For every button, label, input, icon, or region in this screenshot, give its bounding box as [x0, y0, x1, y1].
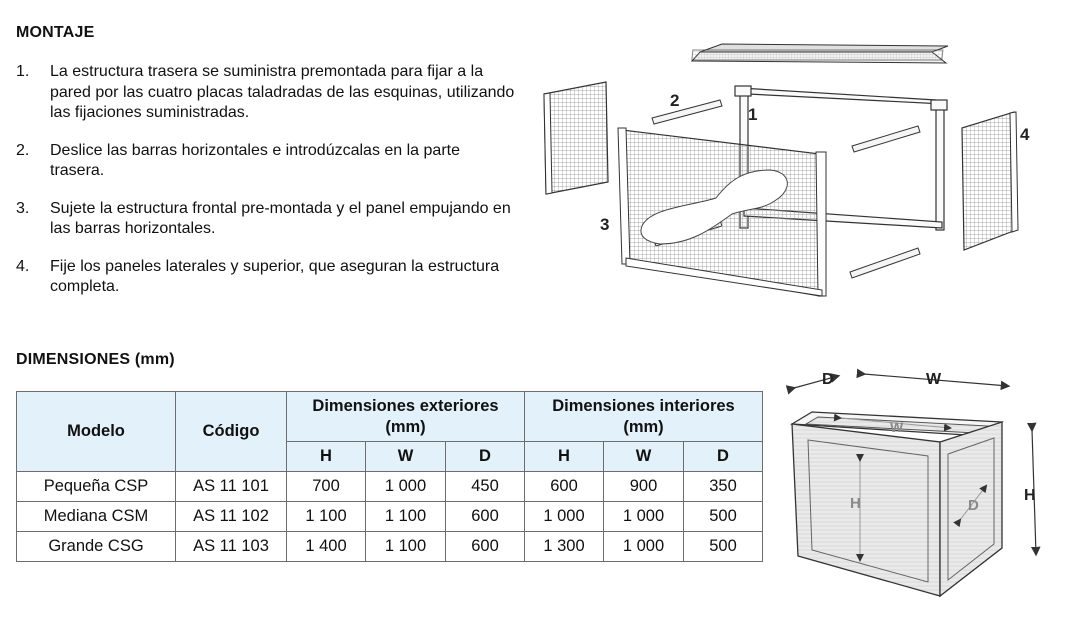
- cell-ext-h: 1 100: [287, 502, 366, 532]
- assembly-step: [16, 62, 516, 124]
- step-number: 4.: [16, 257, 30, 275]
- header-int-d: D: [684, 442, 763, 472]
- header-exteriores: Dimensiones exteriores (mm): [287, 392, 525, 442]
- header-ext-d: D: [446, 442, 525, 472]
- cell-modelo: Mediana CSM: [17, 502, 176, 532]
- inner-label-d: D: [968, 497, 979, 514]
- cell-ext-w: 1 100: [366, 502, 446, 532]
- assembly-step: [16, 199, 516, 240]
- cell-int-h: 1 000: [525, 502, 604, 532]
- cell-codigo: AS 11 103: [176, 532, 287, 562]
- assembly-step: [16, 141, 516, 182]
- cabinet-dimensions-diagram: [780, 360, 1070, 605]
- cell-int-w: 1 000: [604, 532, 684, 562]
- step-number: 1.: [16, 63, 30, 80]
- dimensiones-heading: DIMENSIONES (mm): [16, 351, 175, 368]
- header-ext-h: H: [287, 442, 366, 472]
- cell-int-d: 500: [684, 532, 763, 562]
- cell-int-h: 1 300: [525, 532, 604, 562]
- cell-ext-h: 1 400: [287, 532, 366, 562]
- dim-label-w: W: [926, 371, 942, 388]
- header-codigo: Código: [176, 392, 287, 472]
- front-frame: [618, 128, 826, 296]
- callout-2: 2: [670, 91, 680, 110]
- montaje-heading: MONTAJE: [16, 24, 95, 41]
- inner-label-h: H: [850, 495, 861, 512]
- exploded-assembly-diagram: [530, 30, 1070, 305]
- cell-ext-d: 600: [446, 502, 525, 532]
- header-interiores: Dimensiones interiores (mm): [525, 392, 763, 442]
- step-number: 2.: [16, 141, 30, 159]
- cell-ext-w: 1 100: [366, 532, 446, 562]
- cell-modelo: Grande CSG: [17, 532, 176, 562]
- header-modelo: Modelo: [17, 392, 176, 472]
- cell-ext-w: 1 000: [366, 472, 446, 502]
- table-row: [17, 472, 763, 502]
- cell-codigo: AS 11 102: [176, 502, 287, 532]
- assembly-steps-list: [16, 62, 516, 315]
- step-text: Fije los paneles laterales y superior, que aseguran la estructura completa.: [50, 257, 500, 295]
- cell-int-w: 900: [604, 472, 684, 502]
- table-row: [17, 532, 763, 562]
- callout-4: 4: [1020, 125, 1030, 144]
- cell-codigo: AS 11 101: [176, 472, 287, 502]
- callout-1: 1: [748, 105, 758, 124]
- cell-ext-h: 700: [287, 472, 366, 502]
- callout-3: 3: [600, 215, 610, 234]
- step-text: Deslice las barras horizontales e introdúzcalas en la parte trasera.: [50, 141, 460, 179]
- cell-int-w: 1 000: [604, 502, 684, 532]
- step-text: Sujete la estructura frontal pre-montada y el panel empujando en las barras horizontales.: [50, 199, 511, 237]
- dim-label-h: H: [1024, 487, 1036, 504]
- cell-ext-d: 600: [446, 532, 525, 562]
- header-int-w: W: [604, 442, 684, 472]
- cell-ext-d: 450: [446, 472, 525, 502]
- right-side-panel: [962, 112, 1018, 250]
- step-text: La estructura trasera se suministra premontada para fijar a la pared por las cuatro placas taladradas de las esquinas, utilizando las fijaciones suministradas.: [50, 63, 515, 121]
- dimensions-table: [16, 391, 763, 562]
- cell-int-h: 600: [525, 472, 604, 502]
- left-side-panel: [544, 82, 608, 194]
- assembly-step: [16, 257, 516, 298]
- cell-modelo: Pequeña CSP: [17, 472, 176, 502]
- header-ext-w: W: [366, 442, 446, 472]
- table-row: [17, 502, 763, 532]
- top-mesh-panel: [692, 44, 948, 63]
- dim-label-d: D: [822, 371, 834, 388]
- step-number: 3.: [16, 199, 30, 217]
- header-int-h: H: [525, 442, 604, 472]
- cell-int-d: 500: [684, 502, 763, 532]
- inner-label-w: W: [890, 419, 904, 435]
- cell-int-d: 350: [684, 472, 763, 502]
